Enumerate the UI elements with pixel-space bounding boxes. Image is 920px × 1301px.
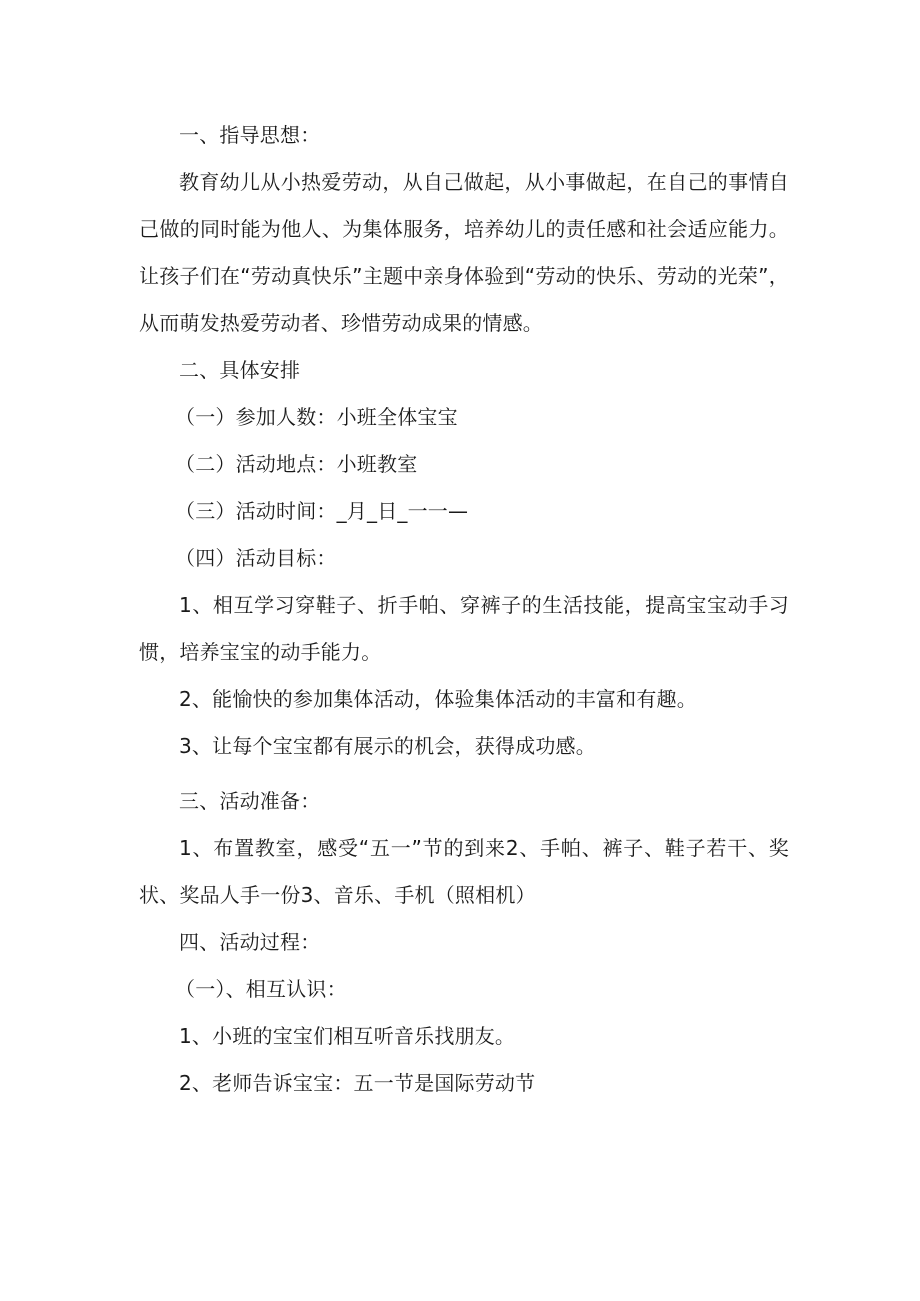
paragraph-gap bbox=[139, 770, 789, 778]
paragraph-preparation: 1、布置教室，感受“五一”节的到来2、手帕、裤子、鞋子若干、奖状、奖品人手一份3、音乐、手机（照相机） bbox=[139, 836, 789, 907]
item-participants: （一）参加人数：小班全体宝宝 bbox=[175, 405, 458, 429]
document-body bbox=[139, 112, 789, 1107]
item-goals-heading: （四）活动目标： bbox=[175, 546, 337, 570]
item-location: （二）活动地点：小班教室 bbox=[175, 452, 418, 476]
process-subheading-intro: （一）、相互认识： bbox=[175, 977, 347, 1001]
section-heading-guiding-ideology: 一、指导思想： bbox=[179, 123, 321, 147]
process-item-2: 2、老师告诉宝宝：五一节是国际劳动节 bbox=[179, 1071, 536, 1095]
item-time: （三）活动时间：_月_日_一一— bbox=[175, 499, 469, 523]
process-item-1: 1、小班的宝宝们相互听音乐找朋友。 bbox=[179, 1024, 516, 1048]
goal-item-2: 2、能愉快的参加集体活动，体验集体活动的丰富和有趣。 bbox=[179, 687, 697, 711]
goal-item-3: 3、让每个宝宝都有展示的机会，获得成功感。 bbox=[179, 734, 596, 758]
section-heading-process: 四、活动过程： bbox=[179, 930, 321, 954]
section-heading-preparation: 三、活动准备： bbox=[179, 789, 321, 813]
section-heading-arrangement: 二、具体安排 bbox=[179, 358, 301, 382]
paragraph-guiding-ideology: 教育幼儿从小热爱劳动，从自己做起，从小事做起，在自己的事情自己做的同时能为他人、为集体服务，培养幼儿的责任感和社会适应能力。让孩子们在“劳动真快乐”主题中亲身体验到“劳动的快乐、劳动的光荣”，从而萌发热爱劳动者、珍惜劳动成果的情感。 bbox=[139, 170, 789, 335]
goal-item-1: 1、相互学习穿鞋子、折手帕、穿裤子的生活技能，提高宝宝动手习惯，培养宝宝的动手能力。 bbox=[139, 593, 789, 664]
